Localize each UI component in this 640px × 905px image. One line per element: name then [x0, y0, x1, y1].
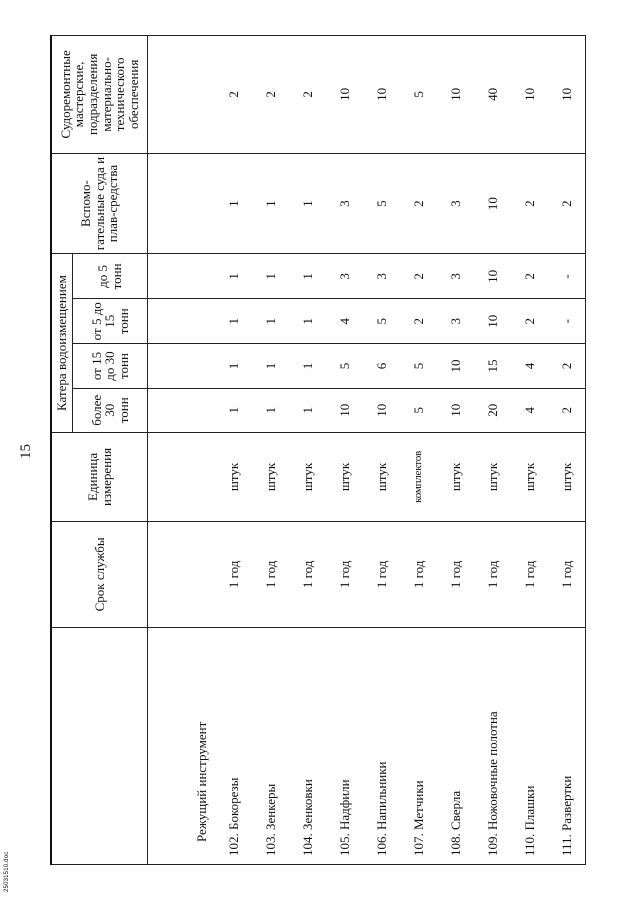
qty-workshops: 10: [511, 36, 548, 154]
header-boats-up-to-5: до 5 тонн: [73, 254, 148, 299]
table-row: [437, 36, 474, 865]
qty-auxiliary: 2: [511, 153, 548, 254]
qty-auxiliary: 3: [437, 153, 474, 254]
qty-over-30: 2: [548, 388, 586, 432]
qty-workshops: 10: [363, 36, 400, 154]
qty-15-30: 4: [511, 344, 548, 389]
unit-cell: штук: [252, 432, 289, 522]
qty-up-to-5: 1: [252, 254, 289, 299]
qty-over-30: 1: [289, 388, 326, 432]
empty-cell: [148, 153, 216, 254]
service-life-cell: 1 год: [400, 522, 437, 627]
header-boats-15-30: от 15 до 30 тонн: [73, 344, 148, 389]
service-life-cell: 1 год: [511, 522, 548, 627]
qty-5-15: 1: [215, 299, 252, 344]
table-row: [289, 36, 326, 865]
qty-auxiliary: 2: [548, 153, 586, 254]
qty-auxiliary: 3: [326, 153, 363, 254]
table-row: [215, 36, 252, 865]
header-name-column: [51, 627, 148, 864]
unit-cell: штук: [363, 432, 400, 522]
unit-cell: штук: [215, 432, 252, 522]
item-name: 107. Метчики: [400, 627, 437, 864]
document-id: 25031510.doc: [4, 851, 10, 892]
qty-up-to-5: 2: [511, 254, 548, 299]
qty-workshops: 2: [215, 36, 252, 154]
qty-workshops: 40: [474, 36, 511, 154]
qty-5-15: 4: [326, 299, 363, 344]
service-life-cell: 1 год: [215, 522, 252, 627]
empty-cell: [148, 254, 216, 299]
qty-5-15: 3: [437, 299, 474, 344]
qty-up-to-5: 3: [326, 254, 363, 299]
qty-over-30: 1: [215, 388, 252, 432]
qty-workshops: 5: [400, 36, 437, 154]
table-row: [511, 36, 548, 865]
qty-15-30: 10: [437, 344, 474, 389]
unit-cell: штук: [289, 432, 326, 522]
norms-table: [50, 35, 586, 865]
qty-workshops: 10: [326, 36, 363, 154]
qty-15-30: 1: [252, 344, 289, 389]
item-name: 109. Ножовочные полотна: [474, 627, 511, 864]
qty-over-30: 10: [437, 388, 474, 432]
item-name: 104. Зенковки: [289, 627, 326, 864]
qty-5-15: 10: [474, 299, 511, 344]
qty-up-to-5: 1: [215, 254, 252, 299]
table-row: [326, 36, 363, 865]
qty-over-30: 20: [474, 388, 511, 432]
qty-15-30: 2: [548, 344, 586, 389]
header-service-life: Срок службы: [51, 522, 148, 627]
qty-workshops: 2: [289, 36, 326, 154]
qty-over-30: 4: [511, 388, 548, 432]
qty-15-30: 6: [363, 344, 400, 389]
item-name: 108. Сверла: [437, 627, 474, 864]
item-name: 102. Бокорезы: [215, 627, 252, 864]
qty-up-to-5: 2: [400, 254, 437, 299]
qty-workshops: 2: [252, 36, 289, 154]
service-life-cell: 1 год: [474, 522, 511, 627]
item-name: 103. Зенкеры: [252, 627, 289, 864]
table-row: [400, 36, 437, 865]
qty-5-15: 5: [363, 299, 400, 344]
service-life-cell: 1 год: [437, 522, 474, 627]
unit-cell: штук: [437, 432, 474, 522]
service-life-cell: 1 год: [326, 522, 363, 627]
empty-cell: [148, 432, 216, 522]
qty-5-15: 2: [511, 299, 548, 344]
unit-cell: штук: [511, 432, 548, 522]
item-name: 111. Развертки: [548, 627, 586, 864]
section-title: Режущий инструмент: [148, 627, 216, 864]
qty-up-to-5: 3: [363, 254, 400, 299]
service-life-cell: 1 год: [363, 522, 400, 627]
qty-auxiliary: 1: [215, 153, 252, 254]
qty-workshops: 10: [437, 36, 474, 154]
header-unit: Единица измерения: [51, 432, 148, 522]
service-life-cell: 1 год: [548, 522, 586, 627]
qty-up-to-5: 3: [437, 254, 474, 299]
qty-over-30: 1: [252, 388, 289, 432]
qty-auxiliary: 1: [289, 153, 326, 254]
qty-auxiliary: 1: [252, 153, 289, 254]
qty-over-30: 10: [363, 388, 400, 432]
qty-15-30: 1: [289, 344, 326, 389]
header-auxiliary: Вспомо-гательные суда и плав-средства: [51, 153, 148, 254]
qty-5-15: -: [548, 299, 586, 344]
qty-workshops: 10: [548, 36, 586, 154]
empty-cell: [148, 299, 216, 344]
header-row: [51, 36, 73, 865]
qty-15-30: 1: [215, 344, 252, 389]
qty-15-30: 5: [326, 344, 363, 389]
qty-15-30: 5: [400, 344, 437, 389]
empty-cell: [148, 388, 216, 432]
qty-up-to-5: 10: [474, 254, 511, 299]
qty-over-30: 5: [400, 388, 437, 432]
unit-cell: комплектов: [400, 432, 437, 522]
service-life-cell: 1 год: [252, 522, 289, 627]
qty-15-30: 15: [474, 344, 511, 389]
unit-cell: штук: [474, 432, 511, 522]
unit-cell: штук: [548, 432, 586, 522]
page-number: 15: [18, 444, 34, 459]
rotated-page-content: [18, 35, 590, 865]
qty-up-to-5: -: [548, 254, 586, 299]
header-boats-group: Катера водоизмещением: [51, 254, 73, 432]
empty-cell: [148, 36, 216, 154]
header-boats-over-30: более 30 тонн: [73, 388, 148, 432]
item-name: 110. Плашки: [511, 627, 548, 864]
section-row: [148, 36, 216, 865]
table-row: [363, 36, 400, 865]
qty-5-15: 1: [289, 299, 326, 344]
item-name: 106. Напильники: [363, 627, 400, 864]
item-name: 105. Надфили: [326, 627, 363, 864]
qty-auxiliary: 2: [400, 153, 437, 254]
table-row: [252, 36, 289, 865]
header-workshops: Судоремонтные мастерские, подразделения материально-технического обеспечения: [51, 36, 148, 154]
unit-cell: штук: [326, 432, 363, 522]
table-row: [548, 36, 586, 865]
qty-up-to-5: 1: [289, 254, 326, 299]
empty-cell: [148, 344, 216, 389]
service-life-cell: 1 год: [289, 522, 326, 627]
qty-over-30: 10: [326, 388, 363, 432]
qty-auxiliary: 10: [474, 153, 511, 254]
qty-auxiliary: 5: [363, 153, 400, 254]
empty-cell: [148, 522, 216, 627]
qty-5-15: 1: [252, 299, 289, 344]
qty-5-15: 2: [400, 299, 437, 344]
table-row: [474, 36, 511, 865]
header-boats-5-15: от 5 до 15 тонн: [73, 299, 148, 344]
